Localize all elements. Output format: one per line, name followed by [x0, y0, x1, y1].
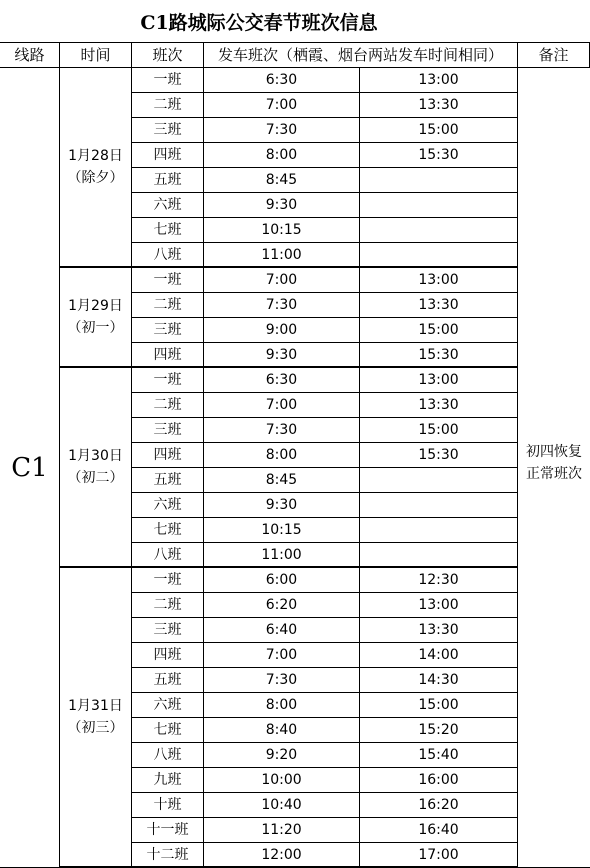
- afternoon-time: [360, 243, 518, 268]
- header-route: 线路: [0, 43, 60, 68]
- afternoon-time: 15:20: [360, 718, 518, 743]
- afternoon-time: 17:00: [360, 843, 518, 868]
- date-cell: 1月31日 （初三）: [60, 568, 132, 868]
- page-title: C1路城际公交春节班次信息: [140, 12, 378, 34]
- shift-name: 四班: [132, 443, 204, 468]
- afternoon-time: 13:00: [360, 368, 518, 393]
- morning-time: 6:40: [204, 618, 360, 643]
- shift-name: 十班: [132, 793, 204, 818]
- shift-name: 八班: [132, 243, 204, 268]
- header-shift: 班次: [132, 43, 204, 68]
- shift-name: 二班: [132, 393, 204, 418]
- header-note: 备注: [518, 43, 590, 68]
- shift-name: 五班: [132, 468, 204, 493]
- morning-time: 9:30: [204, 493, 360, 518]
- afternoon-time: [360, 468, 518, 493]
- morning-time: 10:00: [204, 768, 360, 793]
- morning-time: 10:40: [204, 793, 360, 818]
- shift-name: 六班: [132, 193, 204, 218]
- morning-time: 7:00: [204, 93, 360, 118]
- afternoon-time: 15:00: [360, 318, 518, 343]
- shift-name: 一班: [132, 268, 204, 293]
- route-cell: C1: [0, 68, 60, 868]
- morning-time: 10:15: [204, 518, 360, 543]
- afternoon-time: [360, 193, 518, 218]
- morning-time: 7:00: [204, 393, 360, 418]
- morning-time: 12:00: [204, 843, 360, 868]
- afternoon-time: 15:40: [360, 743, 518, 768]
- date-cell: 1月30日 （初二）: [60, 368, 132, 568]
- afternoon-time: 13:30: [360, 93, 518, 118]
- shift-name: 十一班: [132, 818, 204, 843]
- morning-time: 7:30: [204, 293, 360, 318]
- morning-time: 9:00: [204, 318, 360, 343]
- afternoon-time: 13:30: [360, 293, 518, 318]
- morning-time: 8:00: [204, 443, 360, 468]
- afternoon-time: 12:30: [360, 568, 518, 593]
- shift-name: 七班: [132, 718, 204, 743]
- shift-name: 三班: [132, 118, 204, 143]
- morning-time: 11:00: [204, 243, 360, 268]
- shift-name: 五班: [132, 168, 204, 193]
- shift-name: 十二班: [132, 843, 204, 868]
- afternoon-time: 14:00: [360, 643, 518, 668]
- afternoon-time: 15:00: [360, 418, 518, 443]
- afternoon-time: 15:00: [360, 118, 518, 143]
- date-cell: 1月28日 （除夕）: [60, 68, 132, 268]
- shift-name: 二班: [132, 593, 204, 618]
- afternoon-time: [360, 518, 518, 543]
- date-cell: 1月29日 （初一）: [60, 268, 132, 368]
- shift-name: 八班: [132, 543, 204, 568]
- morning-time: 8:00: [204, 143, 360, 168]
- afternoon-time: [360, 493, 518, 518]
- morning-time: 9:30: [204, 343, 360, 368]
- afternoon-time: 13:30: [360, 393, 518, 418]
- morning-time: 7:30: [204, 418, 360, 443]
- afternoon-time: 13:00: [360, 268, 518, 293]
- header-date: 时间: [60, 43, 132, 68]
- afternoon-time: 15:30: [360, 343, 518, 368]
- morning-time: 8:45: [204, 168, 360, 193]
- header-departure: 发车班次（栖霞、烟台两站发车时间相同）: [204, 43, 518, 68]
- morning-time: 9:30: [204, 193, 360, 218]
- morning-time: 6:20: [204, 593, 360, 618]
- morning-time: 7:30: [204, 118, 360, 143]
- shift-name: 九班: [132, 768, 204, 793]
- shift-name: 七班: [132, 218, 204, 243]
- morning-time: 8:40: [204, 718, 360, 743]
- shift-name: 二班: [132, 293, 204, 318]
- afternoon-time: 13:00: [360, 593, 518, 618]
- note-cell: 初四恢复 正常班次: [518, 68, 590, 868]
- afternoon-time: 16:00: [360, 768, 518, 793]
- morning-time: 7:30: [204, 668, 360, 693]
- morning-time: 10:15: [204, 218, 360, 243]
- morning-time: 8:00: [204, 693, 360, 718]
- shift-name: 一班: [132, 68, 204, 93]
- afternoon-time: [360, 168, 518, 193]
- shift-name: 四班: [132, 143, 204, 168]
- afternoon-time: 13:30: [360, 618, 518, 643]
- shift-name: 二班: [132, 93, 204, 118]
- shift-name: 一班: [132, 568, 204, 593]
- afternoon-time: [360, 543, 518, 568]
- morning-time: 11:00: [204, 543, 360, 568]
- afternoon-time: 13:00: [360, 68, 518, 93]
- shift-name: 三班: [132, 418, 204, 443]
- shift-name: 六班: [132, 693, 204, 718]
- afternoon-time: 15:30: [360, 143, 518, 168]
- morning-time: 6:30: [204, 68, 360, 93]
- shift-name: 四班: [132, 643, 204, 668]
- shift-name: 三班: [132, 618, 204, 643]
- morning-time: 8:45: [204, 468, 360, 493]
- afternoon-time: 15:30: [360, 443, 518, 468]
- morning-time: 9:20: [204, 743, 360, 768]
- morning-time: 7:00: [204, 268, 360, 293]
- shift-name: 五班: [132, 668, 204, 693]
- afternoon-time: 16:40: [360, 818, 518, 843]
- morning-time: 6:30: [204, 368, 360, 393]
- morning-time: 11:20: [204, 818, 360, 843]
- afternoon-time: 15:00: [360, 693, 518, 718]
- shift-name: 七班: [132, 518, 204, 543]
- afternoon-time: [360, 218, 518, 243]
- shift-name: 一班: [132, 368, 204, 393]
- shift-name: 三班: [132, 318, 204, 343]
- afternoon-time: 14:30: [360, 668, 518, 693]
- shift-name: 六班: [132, 493, 204, 518]
- shift-name: 八班: [132, 743, 204, 768]
- morning-time: 7:00: [204, 643, 360, 668]
- shift-name: 四班: [132, 343, 204, 368]
- morning-time: 6:00: [204, 568, 360, 593]
- afternoon-time: 16:20: [360, 793, 518, 818]
